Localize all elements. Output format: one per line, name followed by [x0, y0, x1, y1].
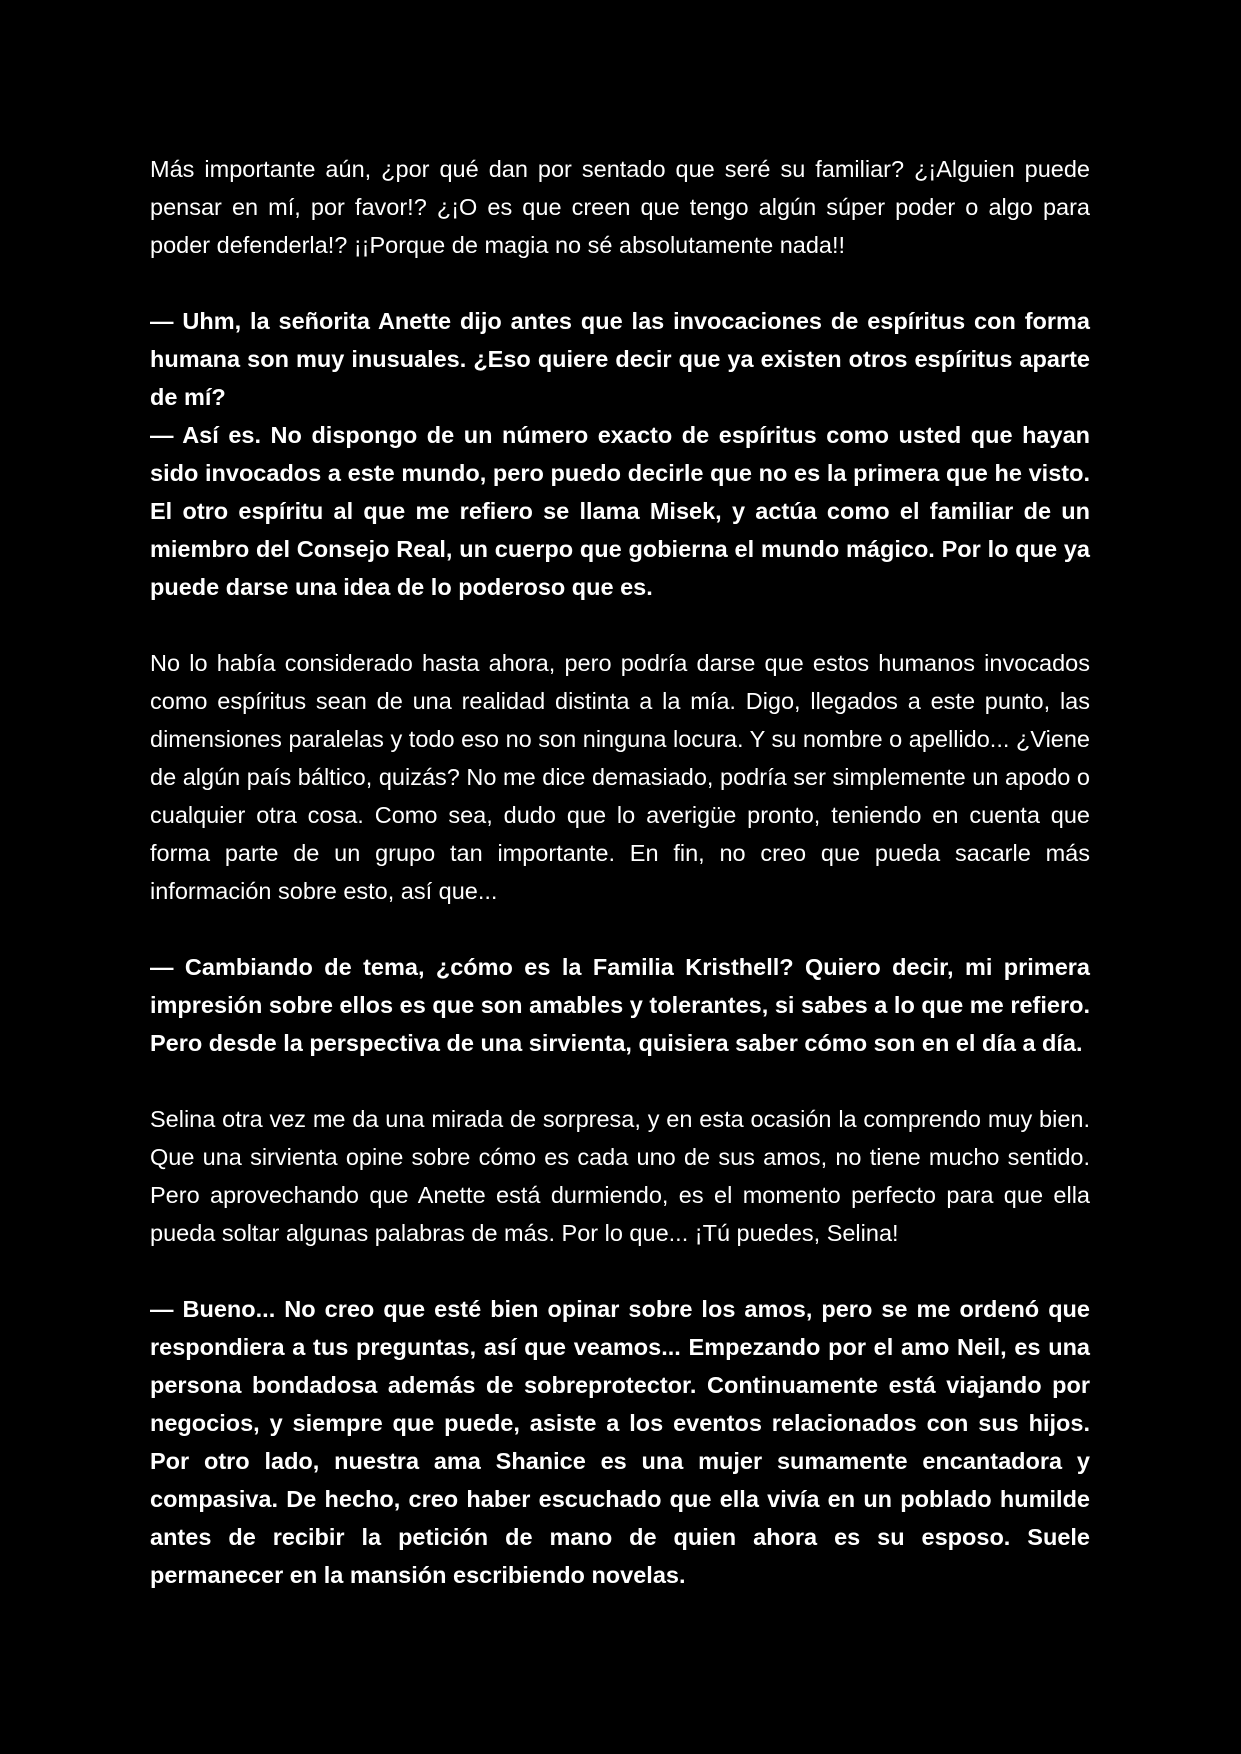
- dialogue-paragraph-2: [150, 948, 1090, 1062]
- dialogue-line: — Cambiando de tema, ¿cómo es la Familia Kristhell? Quiero decir, mi primera impresión sobre ellos es que son amables y tolerantes, si sabes a lo que me refiero. Pero desde la perspectiva de una sirvienta, quisiera saber cómo son en el día a día.: [150, 954, 1090, 1056]
- narration-paragraph-1: [150, 150, 1090, 264]
- dialogue-line: — Bueno... No creo que esté bien opinar sobre los amos, pero se me ordenó que respondiera a tus preguntas, así que veamos... Empezando por el amo Neil, es una persona bondadosa además de sobreprotector. Continuamente está viajando por negocios, y siempre que puede, asiste a los eventos relacionados con sus hijos. Por otro lado, nuestra ama Shanice es una mujer sumamente encantadora y compasiva. De hecho, creo haber escuchado que ella vivía en un poblado humilde antes de recibir la petición de mano de quien ahora es su esposo. Suele permanecer en la mansión escribiendo novelas.: [150, 1296, 1090, 1588]
- narration-paragraph-2: [150, 644, 1090, 910]
- text-line: Más importante aún, ¿por qué dan por sentado que seré su familiar? ¿¡Alguien puede pensar en mí, por favor!? ¿¡O es que creen que tengo algún súper poder o algo para poder defenderla!? ¡¡Porque de magia no sé absolutamente nada!!: [150, 156, 1090, 258]
- dialogue-line: — Uhm, la señorita Anette dijo antes que las invocaciones de espíritus con forma humana son muy inusuales. ¿Eso quiere decir que ya existen otros espíritus aparte de mí?: [150, 308, 1090, 410]
- text-line: Selina otra vez me da una mirada de sorpresa, y en esta ocasión la comprendo muy bien. Que una sirvienta opine sobre cómo es cada uno de sus amos, no tiene mucho sentido. Pero aprovechando que Anette está durmiendo, es el momento perfecto para que ella pueda soltar algunas palabras de más. Por lo que... ¡Tú puedes, Selina!: [150, 1106, 1090, 1246]
- dialogue-paragraph-3: [150, 1290, 1090, 1594]
- narration-paragraph-3: [150, 1100, 1090, 1252]
- document-page: [150, 150, 1090, 1594]
- text-line: No lo había considerado hasta ahora, pero podría darse que estos humanos invocados como espíritus sean de una realidad distinta a la mía. Digo, llegados a este punto, las dimensiones paralelas y todo eso no son ninguna locura. Y su nombre o apellido... ¿Viene de algún país báltico, quizás? No me dice demasiado, podría ser simplemente un apodo o cualquier otra cosa. Como sea, dudo que lo averigüe pronto, teniendo en cuenta que forma parte de un grupo tan importante. En fin, no creo que pueda sacarle más información sobre esto, así que...: [150, 650, 1090, 904]
- dialogue-paragraph-1: [150, 302, 1090, 606]
- dialogue-line: — Así es. No dispongo de un número exacto de espíritus como usted que hayan sido invocados a este mundo, pero puedo decirle que no es la primera que he visto. El otro espíritu al que me refiero se llama Misek, y actúa como el familiar de un miembro del Consejo Real, un cuerpo que gobierna el mundo mágico. Por lo que ya puede darse una idea de lo poderoso que es.: [150, 422, 1090, 600]
